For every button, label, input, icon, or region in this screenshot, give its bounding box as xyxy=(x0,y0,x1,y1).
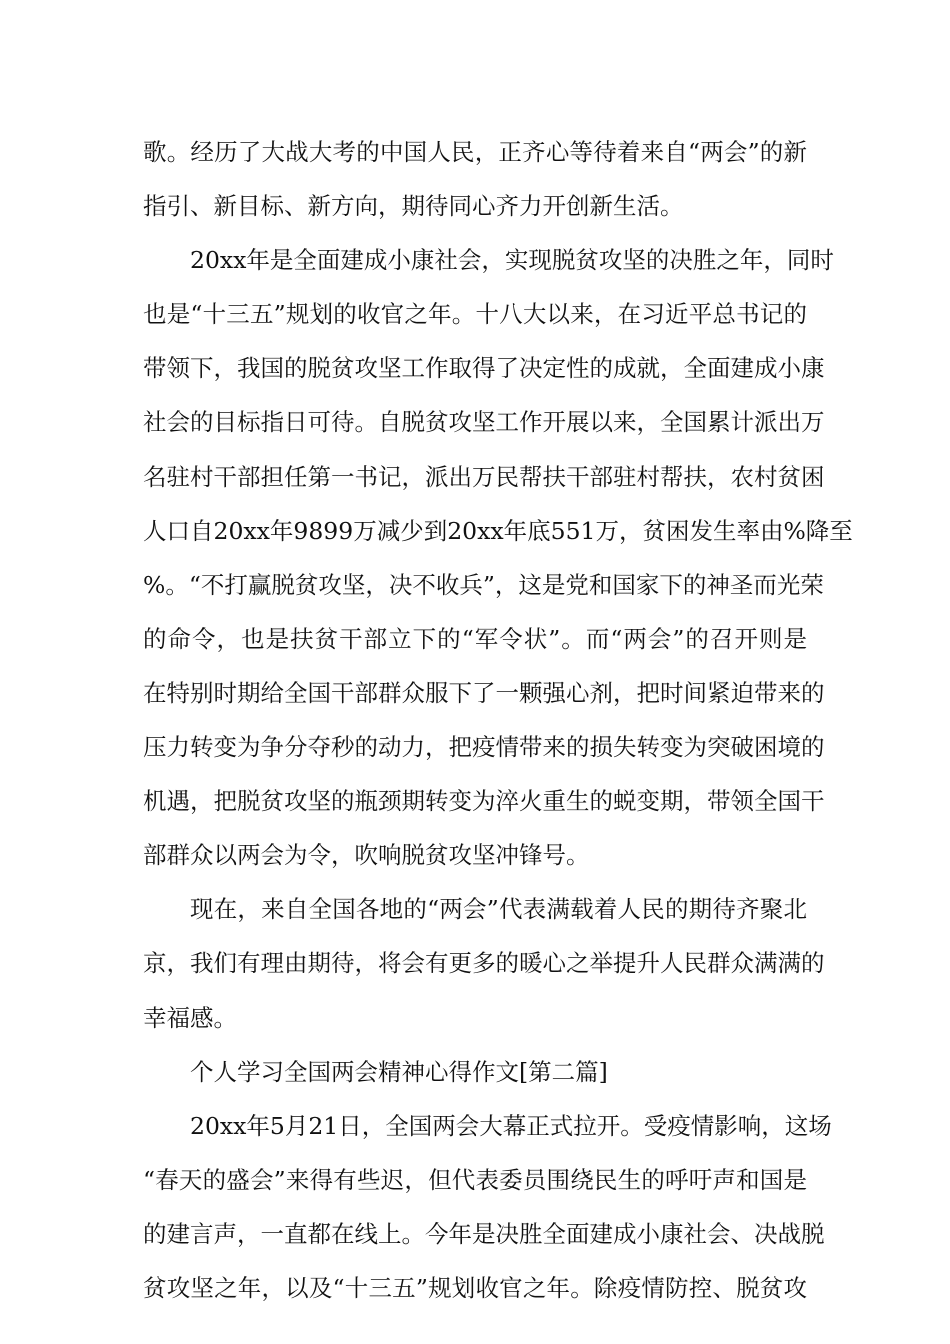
text-line: 20xx年是全面建成小康社会，实现脱贫攻坚的决胜之年，同时 xyxy=(190,246,834,275)
text-line: 贫攻坚之年，以及“十三五”规划收官之年。除疫情防控、脱贫攻 xyxy=(143,1273,807,1302)
text-line: 也是“十三五”规划的收官之年。十八大以来，在习近平总书记的 xyxy=(143,300,807,329)
text-line: 的建言声，一直都在线上。今年是决胜全面建成小康社会、决战脱 xyxy=(143,1219,825,1248)
text-line: 个人学习全国两会精神心得作文[第二篇] xyxy=(190,1057,608,1086)
text-line: 歌。经历了大战大考的中国人民，正齐心等待着来自“两会”的新 xyxy=(143,138,807,166)
text-line: 名驻村干部担任第一书记，派出万民帮扶干部驻村帮扶，农村贫困 xyxy=(143,462,825,491)
text-line: 部群众以两会为令，吹响脱贫攻坚冲锋号。 xyxy=(143,841,590,870)
document-body xyxy=(143,125,853,1315)
text-line: 幸福感。 xyxy=(143,1003,237,1032)
text-line: 压力转变为争分夺秒的动力，把疫情带来的损失转变为突破困境的 xyxy=(143,733,825,762)
text-line: %。“不打赢脱贫攻坚，决不收兵”，这是党和国家下的神圣而光荣 xyxy=(143,570,824,599)
text-line: 机遇，把脱贫攻坚的瓶颈期转变为淬火重生的蜕变期，带领全国干 xyxy=(143,787,825,816)
text-line: 社会的目标指日可待。自脱贫攻坚工作开展以来，全国累计派出万 xyxy=(143,408,825,437)
text-line: 带领下，我国的脱贫攻坚工作取得了决定性的成就，全面建成小康 xyxy=(143,354,825,383)
text-line: 现在，来自全国各地的“两会”代表满载着人民的期待齐聚北 xyxy=(190,895,807,924)
text-line: 在特别时期给全国干部群众服下了一颗强心剂，把时间紧迫带来的 xyxy=(143,678,825,707)
text-line: 的命令，也是扶贫干部立下的“军令状”。而“两会”的召开则是 xyxy=(143,624,807,653)
text-line: 20xx年5月21日，全国两会大幕正式拉开。受疫情影响，这场 xyxy=(190,1111,832,1140)
text-line: 人口自20xx年9899万减少到20xx年底551万，贫困发生率由%降至 xyxy=(143,516,853,545)
text-line: “春天的盛会”来得有些迟，但代表委员围绕民生的呼吁声和国是 xyxy=(143,1165,807,1194)
text-line: 指引、新目标、新方向，期待同心齐力开创新生活。 xyxy=(143,192,684,221)
text-line: 京，我们有理由期待，将会有更多的暖心之举提升人民群众满满的 xyxy=(143,949,825,978)
